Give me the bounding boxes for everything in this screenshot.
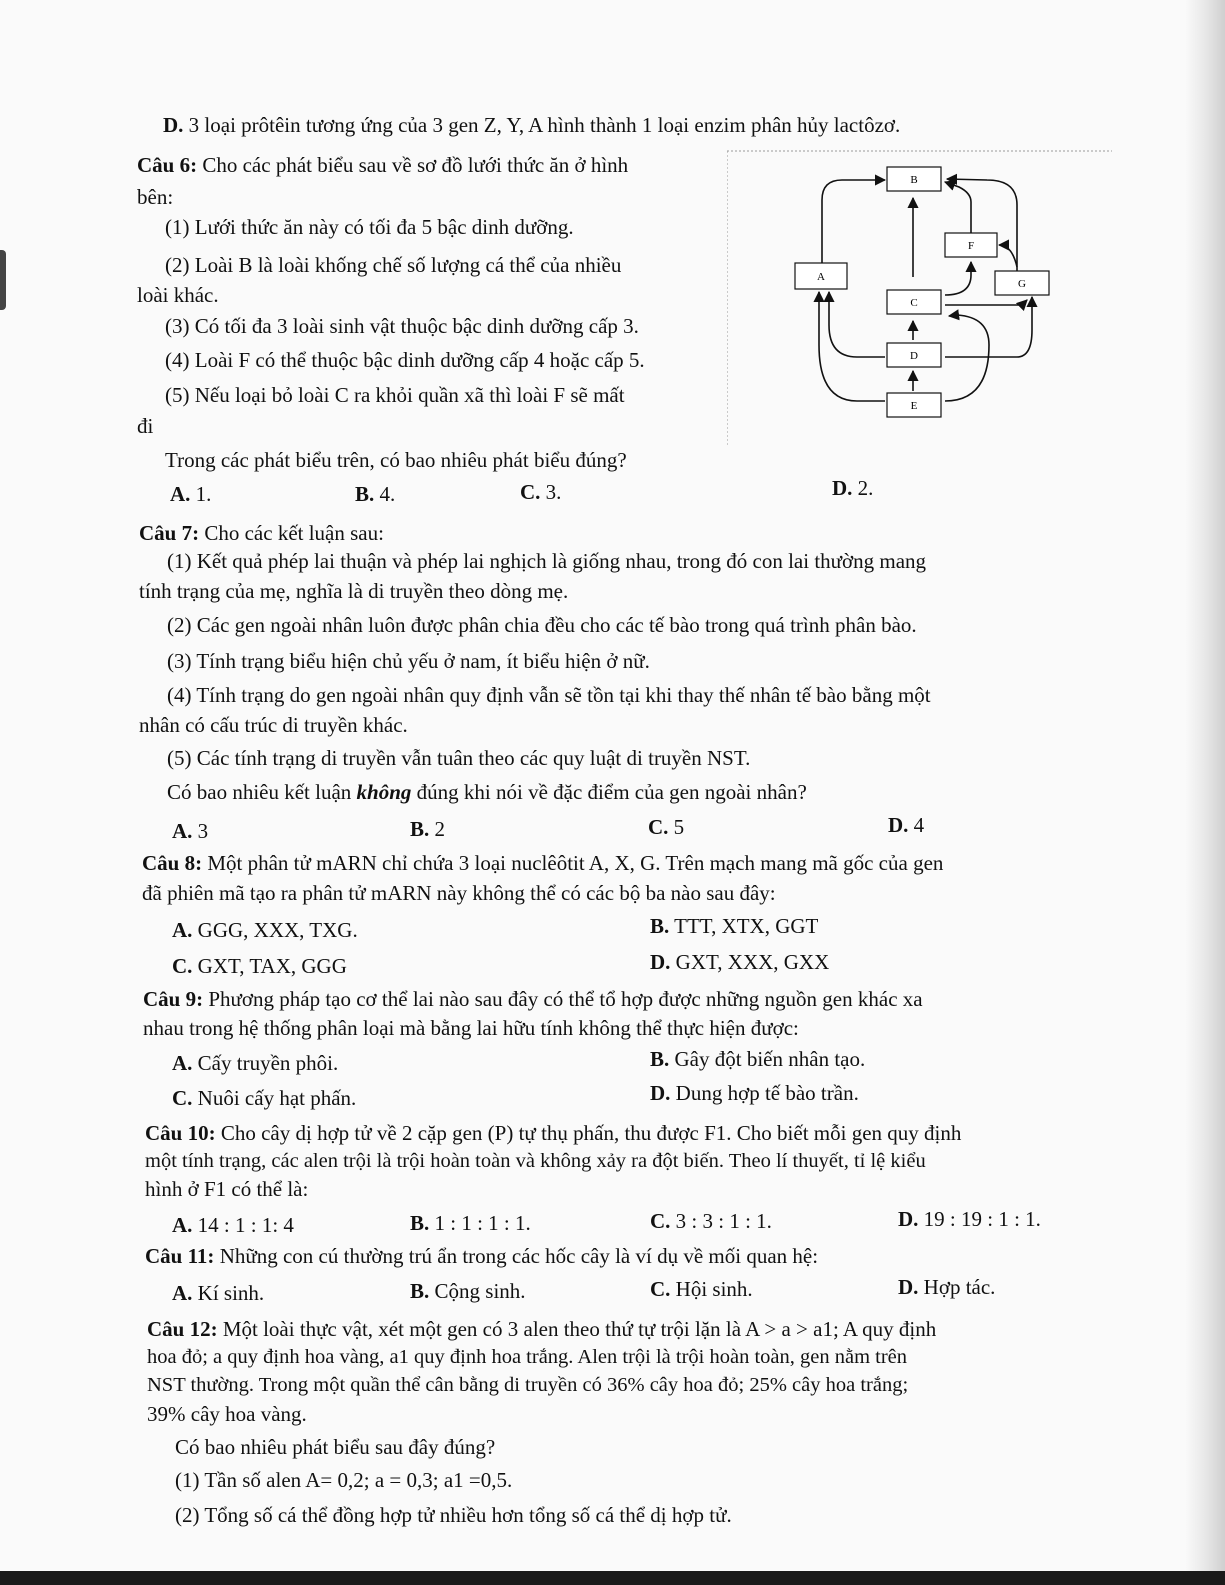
node-e-label: E bbox=[910, 400, 918, 412]
q12-stem-line4: 39% cây hoa vàng. bbox=[147, 1402, 307, 1426]
q7-option-c-key: C. bbox=[648, 815, 669, 839]
q6-label: Câu 6: bbox=[137, 153, 198, 177]
q11-option-d-key: D. bbox=[898, 1275, 919, 1299]
q6-option-b-text: 4. bbox=[379, 482, 396, 506]
q6-statement-2-line2: loài khác. bbox=[137, 283, 219, 307]
node-d bbox=[887, 343, 941, 367]
q7-stem-text: Cho các kết luận sau: bbox=[204, 521, 384, 545]
arrow-d-to-a bbox=[829, 292, 885, 357]
q7-option-c-text: 5 bbox=[673, 815, 685, 839]
food-web-nodes bbox=[795, 167, 1049, 417]
q9-option-c bbox=[172, 1085, 356, 1111]
q7-option-b-key: B. bbox=[410, 817, 430, 841]
q6-option-d bbox=[832, 475, 873, 501]
q8-option-d-key: D. bbox=[650, 950, 671, 974]
q7-option-a bbox=[172, 818, 208, 844]
q6-option-d-text: 2. bbox=[857, 476, 874, 500]
node-b-label: B bbox=[910, 174, 918, 186]
q11-option-c-text: Hội sinh. bbox=[675, 1277, 753, 1301]
q7-option-b bbox=[410, 816, 445, 842]
q10-stem-line2: một tính trạng, các alen trội là trội hoàn toàn và không xảy ra đột biến. Theo lí thuyết, tỉ lệ kiểu bbox=[145, 1150, 926, 1172]
q8-option-d bbox=[650, 949, 829, 975]
q7-option-b-text: 2 bbox=[434, 817, 446, 841]
q7-option-d-text: 4 bbox=[913, 813, 925, 837]
node-d-label: D bbox=[910, 350, 918, 362]
q6-option-c bbox=[520, 479, 561, 505]
node-f-label: F bbox=[967, 240, 975, 252]
q8-option-c-key: C. bbox=[172, 954, 193, 978]
q11-option-b-key: B. bbox=[410, 1279, 430, 1303]
q9-option-d-text: Dung hợp tế bào trần. bbox=[675, 1081, 859, 1105]
q5-option-d bbox=[163, 112, 900, 138]
scan-edge-left bbox=[0, 250, 6, 310]
q9-option-c-key: C. bbox=[172, 1086, 193, 1110]
q6-stem-line1 bbox=[137, 152, 628, 178]
q7-statement-1-line1: (1) Kết quả phép lai thuận và phép lai nghịch là giống nhau, trong đó con lai thường mang bbox=[167, 549, 927, 573]
q6-statement-5-line2: đi bbox=[137, 414, 154, 438]
q6-option-c-key: C. bbox=[520, 480, 541, 504]
q12-stem-line3: NST thường. Trong một quần thể cân bằng di truyền có 36% cây hoa đỏ; 25% cây hoa trắng; bbox=[147, 1374, 909, 1396]
q12-stem-line2: hoa đỏ; a quy định hoa vàng, a1 quy định hoa trắng. Alen trội là trội hoàn toàn, gen nằm trên bbox=[147, 1346, 908, 1368]
q8-option-b-key: B. bbox=[650, 914, 670, 938]
q7-question bbox=[167, 779, 807, 805]
q10-option-a-key: A. bbox=[172, 1213, 193, 1237]
q6-stem-text: Cho các phát biểu sau về sơ đồ lưới thức ăn ở hình bbox=[202, 153, 629, 177]
q7-statement-5: (5) Các tính trạng di truyền vẫn tuân theo các quy luật di truyền NST. bbox=[167, 746, 751, 770]
q9-option-a bbox=[172, 1050, 338, 1076]
q11-option-b bbox=[410, 1278, 526, 1304]
q9-label: Câu 9: bbox=[143, 987, 204, 1011]
arrow-c-to-g bbox=[945, 300, 1027, 305]
q11-option-a bbox=[172, 1280, 264, 1306]
q6-statement-3: (3) Có tối đa 3 loài sinh vật thuộc bậc dinh dưỡng cấp 3. bbox=[165, 314, 639, 338]
arrow-f-to-b bbox=[945, 182, 971, 238]
q10-option-c bbox=[650, 1208, 772, 1234]
q9-option-d-key: D. bbox=[650, 1081, 671, 1105]
q11-option-a-key: A. bbox=[172, 1281, 193, 1305]
q5-option-d-key: D. bbox=[163, 113, 184, 137]
q7-statement-3: (3) Tính trạng biểu hiện chủ yếu ở nam, ít biểu hiện ở nữ. bbox=[167, 649, 650, 673]
scan-edge-bottom bbox=[0, 1571, 1225, 1585]
q8-stem-line1 bbox=[142, 850, 943, 876]
q7-statement-2: (2) Các gen ngoài nhân luôn được phân chia đều cho các tế bào trong quá trình phân bào. bbox=[167, 613, 917, 637]
arrow-g-to-b bbox=[947, 179, 1017, 285]
q12-question: Có bao nhiêu phát biểu sau đây đúng? bbox=[175, 1435, 496, 1459]
q11-option-d-text: Hợp tác. bbox=[923, 1275, 996, 1299]
q8-option-b-text: TTT, XTX, GGT bbox=[674, 914, 819, 938]
q11-option-a-text: Kí sinh. bbox=[197, 1281, 265, 1305]
arrow-e-to-c bbox=[945, 315, 989, 401]
q9-option-d bbox=[650, 1080, 859, 1106]
q7-option-a-text: 3 bbox=[197, 819, 209, 843]
node-c bbox=[887, 290, 941, 314]
q8-label: Câu 8: bbox=[142, 851, 203, 875]
q12-stem-line1 bbox=[147, 1316, 936, 1342]
q12-statement-2: (2) Tổng số cá thể đồng hợp tử nhiều hơn tổng số cá thể dị hợp tử. bbox=[175, 1503, 732, 1527]
q8-option-a-key: A. bbox=[172, 918, 193, 942]
q10-option-d-text: 19 : 19 : 1 : 1. bbox=[923, 1207, 1041, 1231]
node-f bbox=[945, 233, 997, 257]
q6-statement-2-line1: (2) Loài B là loài khống chế số lượng cá thể của nhiều bbox=[165, 253, 622, 277]
q10-option-c-text: 3 : 3 : 1 : 1. bbox=[675, 1209, 772, 1233]
arrow-a-to-b bbox=[822, 180, 885, 265]
q6-statement-1: (1) Lưới thức ăn này có tối đa 5 bậc dinh dưỡng. bbox=[165, 215, 574, 239]
q7-statement-4-line2: nhân có cấu trúc di truyền khác. bbox=[139, 713, 408, 737]
node-c-label: C bbox=[910, 297, 918, 309]
q9-option-a-key: A. bbox=[172, 1051, 193, 1075]
node-b bbox=[887, 167, 941, 191]
q6-stem-line2: bên: bbox=[137, 185, 174, 209]
q11-stem-text: Những con cú thường trú ẩn trong các hốc cây là ví dụ về mối quan hệ: bbox=[219, 1244, 819, 1268]
node-a-label: A bbox=[817, 271, 825, 283]
q8-stem-text: Một phân tử mARN chỉ chứa 3 loại nuclêôtit A, X, G. Trên mạch mang mã gốc của gen bbox=[207, 851, 944, 875]
q8-option-b bbox=[650, 913, 818, 939]
q12-label: Câu 12: bbox=[147, 1317, 218, 1341]
q7-label: Câu 7: bbox=[139, 521, 200, 545]
q7-option-d-key: D. bbox=[888, 813, 909, 837]
q8-option-a bbox=[172, 917, 358, 943]
q10-option-b bbox=[410, 1210, 531, 1236]
node-g-label: G bbox=[1018, 278, 1026, 290]
q10-option-d-key: D. bbox=[898, 1207, 919, 1231]
q6-statement-5-line1: (5) Nếu loại bỏ loài C ra khỏi quần xã thì loài F sẽ mất bbox=[165, 383, 625, 407]
q10-option-b-text: 1 : 1 : 1 : 1. bbox=[434, 1211, 531, 1235]
q11-label: Câu 11: bbox=[145, 1244, 215, 1268]
node-e bbox=[887, 393, 941, 417]
q7-stem bbox=[139, 520, 384, 546]
q9-option-b-text: Gây đột biến nhân tạo. bbox=[674, 1047, 866, 1071]
q7-option-a-key: A. bbox=[172, 819, 193, 843]
q11-option-c bbox=[650, 1276, 753, 1302]
node-a bbox=[795, 263, 847, 289]
q10-option-d bbox=[898, 1206, 1041, 1232]
q10-option-b-key: B. bbox=[410, 1211, 430, 1235]
q8-option-a-text: GGG, XXX, TXG. bbox=[197, 918, 358, 942]
q9-option-c-text: Nuôi cấy hạt phấn. bbox=[197, 1086, 357, 1110]
q7-option-d bbox=[888, 812, 924, 838]
q10-stem-line1 bbox=[145, 1120, 961, 1146]
q6-option-b-key: B. bbox=[355, 482, 375, 506]
q10-option-a-text: 14 : 1 : 1: 4 bbox=[197, 1213, 294, 1237]
q10-stem-text: Cho cây dị hợp tử về 2 cặp gen (P) tự thụ phấn, thu được F1. Cho biết mỗi gen quy định bbox=[220, 1121, 962, 1145]
q6-statement-4: (4) Loài F có thể thuộc bậc dinh dưỡng cấp 4 hoặc cấp 5. bbox=[165, 348, 645, 372]
q11-stem bbox=[145, 1243, 818, 1269]
q6-option-b bbox=[355, 481, 395, 507]
q7-statement-4-line1: (4) Tính trạng do gen ngoài nhân quy định vẫn sẽ tồn tại khi thay thế nhân tế bào bằng một bbox=[167, 683, 931, 707]
q9-option-b-key: B. bbox=[650, 1047, 670, 1071]
q6-question: Trong các phát biểu trên, có bao nhiêu phát biểu đúng? bbox=[165, 448, 627, 472]
q9-stem-line1 bbox=[143, 986, 923, 1012]
q10-option-c-key: C. bbox=[650, 1209, 671, 1233]
q8-option-c-text: GXT, TAX, GGG bbox=[197, 954, 347, 978]
node-g bbox=[995, 271, 1049, 295]
q6-option-a-key: A. bbox=[170, 482, 191, 506]
q7-question-emphasis: không bbox=[356, 780, 412, 804]
food-web-diagram bbox=[727, 145, 1112, 450]
q12-stem-text: Một loài thực vật, xét một gen có 3 alen theo thứ tự trội lặn là A > a > a1; A quy định bbox=[222, 1317, 937, 1341]
q7-question-post: đúng khi nói về đặc điểm của gen ngoài nhân? bbox=[411, 780, 807, 804]
q8-option-d-text: GXT, XXX, GXX bbox=[675, 950, 830, 974]
q11-option-c-key: C. bbox=[650, 1277, 671, 1301]
q5-option-d-text: 3 loại prôtêin tương ứng của 3 gen Z, Y, A hình thành 1 loại enzim phân hủy lactôzơ. bbox=[188, 113, 901, 137]
q9-stem-text: Phương pháp tạo cơ thể lai nào sau đây có thể tổ hợp được những nguồn gen khác xa bbox=[208, 987, 923, 1011]
q10-stem-line3: hình ở F1 có thể là: bbox=[145, 1177, 309, 1201]
scan-edge-right bbox=[1185, 0, 1225, 1585]
q7-question-pre: Có bao nhiêu kết luận bbox=[167, 780, 357, 804]
q10-option-a bbox=[172, 1212, 294, 1238]
q11-option-b-text: Cộng sinh. bbox=[434, 1279, 526, 1303]
q9-option-a-text: Cấy truyền phôi. bbox=[197, 1051, 339, 1075]
q10-label: Câu 10: bbox=[145, 1121, 216, 1145]
q12-statement-1: (1) Tần số alen A= 0,2; a = 0,3; a1 =0,5. bbox=[175, 1468, 513, 1492]
q11-option-d bbox=[898, 1274, 995, 1300]
q6-option-a bbox=[170, 481, 211, 507]
q6-option-d-key: D. bbox=[832, 476, 853, 500]
q7-statement-1-line2: tính trạng của mẹ, nghĩa là di truyền theo dòng mẹ. bbox=[139, 579, 569, 603]
q9-option-b bbox=[650, 1046, 865, 1072]
q7-option-c bbox=[648, 814, 684, 840]
q8-stem-line2: đã phiên mã tạo ra phân tử mARN này không thể có các bộ ba nào sau đây: bbox=[142, 881, 776, 905]
arrow-g-to-f bbox=[999, 245, 1017, 267]
q8-option-c bbox=[172, 953, 347, 979]
q6-option-c-text: 3. bbox=[545, 480, 562, 504]
arrow-c-to-f bbox=[945, 262, 971, 295]
q9-stem-line2: nhau trong hệ thống phân loại mà bằng lai hữu tính không thể thực hiện được: bbox=[143, 1016, 799, 1040]
q6-option-a-text: 1. bbox=[195, 482, 212, 506]
